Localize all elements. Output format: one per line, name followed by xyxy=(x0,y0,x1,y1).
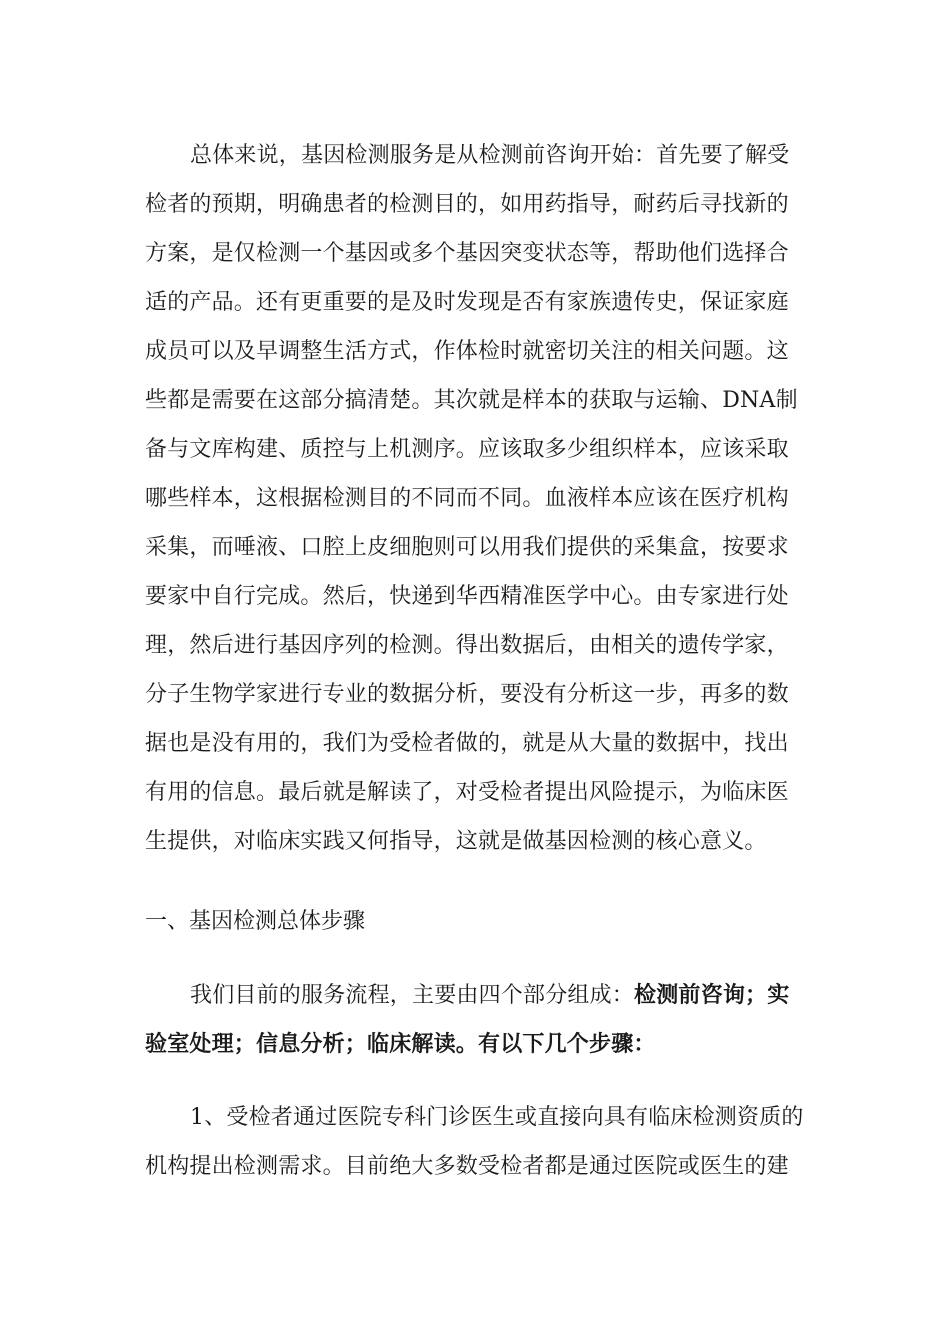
text-line: 有用的信息。最后就是解读了，对受检者提出风险提示，为临床医 xyxy=(145,780,789,805)
text-line: 采集，而唾液、口腔上皮细胞则可以用我们提供的采集盒，按要求 xyxy=(145,535,789,560)
text-line: 据也是没有用的，我们为受检者做的，就是从大量的数据中，找出 xyxy=(145,731,789,756)
paragraph-intro xyxy=(145,131,815,866)
text-line: 适的产品。还有更重要的是及时发现是否有家族遗传史，保证家庭 xyxy=(145,290,789,315)
text-line: 生提供，对临床实践又何指导，这就是做基因检测的核心意义。 xyxy=(145,829,767,854)
text-line: 分子生物学家进行专业的数据分析，要没有分析这一步，再多的数 xyxy=(145,682,789,707)
text-line: 理，然后进行基因序列的检测。得出数据后，由相关的遗传学家， xyxy=(145,633,789,658)
text-bold: 检测前咨询；实 xyxy=(634,982,790,1008)
text-line: 机构提出检测需求。目前绝大多数受检者都是通过医院或医生的建 xyxy=(145,1154,789,1179)
section-heading: 一、基因检测总体步骤 xyxy=(145,909,366,934)
text-line: 1、受检者通过医院专科门诊医生或直接向具有临床检测资质的 xyxy=(190,1105,804,1130)
text-line: 哪些样本，这根据检测目的不同而不同。血液样本应该在医疗机构 xyxy=(145,486,789,511)
paragraph-service-flow xyxy=(145,971,815,1069)
text-line: 方案，是仅检测一个基因或多个基因突变状态等，帮助他们选择合 xyxy=(145,241,789,266)
text-line: 总体来说，基因检测服务是从检测前咨询开始：首先要了解受 xyxy=(190,143,790,168)
text-normal: 我们目前的服务流程，主要由四个部分组成： xyxy=(190,983,635,1008)
paragraph-step-1 xyxy=(145,1093,815,1191)
text-line: 要家中自行完成。然后，快递到华西精准医学中心。由专家进行处 xyxy=(145,584,789,609)
text-line: 成员可以及早调整生活方式，作体检时就密切关注的相关问题。这 xyxy=(145,339,789,364)
text-line: 验室处理；信息分析；临床解读。有以下几个步骤： xyxy=(145,1031,656,1057)
text-line: 检者的预期，明确患者的检测目的，如用药指导，耐药后寻找新的 xyxy=(145,192,789,217)
text-line: 些都是需要在这部分搞清楚。其次就是样本的获取与运输、DNA制 xyxy=(145,388,798,413)
text-line: 备与文库构建、质控与上机测序。应该取多少组织样本，应该采取 xyxy=(145,437,789,462)
text-line xyxy=(145,971,815,1020)
